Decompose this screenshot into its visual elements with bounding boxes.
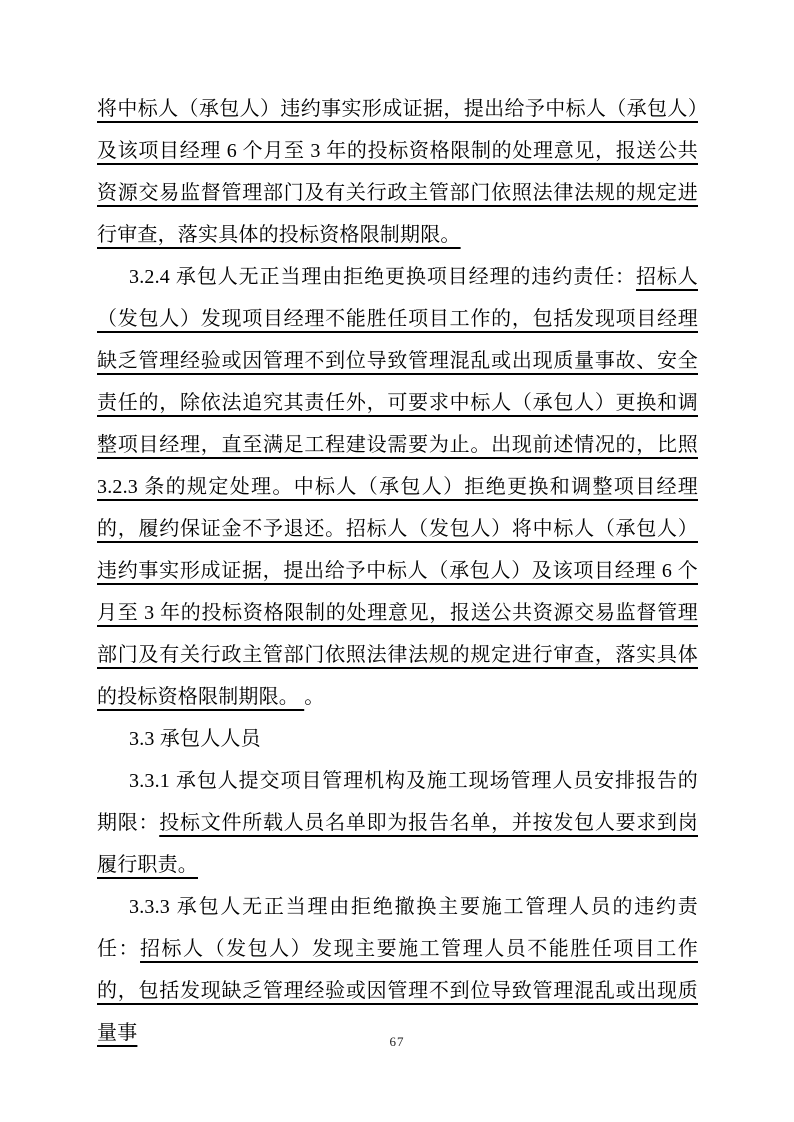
underlined-text-run: 投标文件所载人员名单即为报告名单，并按发包人要求到岗履行职责。 [97,812,698,876]
heading-3-3 [97,718,698,760]
text-run: 3.3.3 承包人无正当理由拒绝撤换主要施工管理人员的违约责任： [97,896,698,960]
text-run: 3.2.4 承包人无正当理由拒绝更换项目经理的违约责任： [129,266,636,288]
text-run: 。 [304,686,325,708]
para-3-3-1 [97,760,698,886]
para-3-2-4 [97,256,698,718]
underlined-text-run: 招标人（发包人）发现项目经理不能胜任项目工作的，包括发现项目经理缺乏管理经验或因管理不到位导致管理混乱或出现质量事故、安全责任的，除依法追究其责任外，可要求中标人（承包人）更换和调整项目经理，直至满足工程建设需要为止。出现前述情况的，比照 3.2.3 条的规定处理。中标人（承包人）拒绝更换和调整项目经理的，履约保证金不予退还。招标人（发包人）将中标人（承包人）违约事实形成证据，提出给予中标人（承包人）及该项目经理 6 个月至 3 年的投标资格限制的处理意见，报送公共资源交易监督管理部门及有关行政主管部门依照法律法规的规定进行审查，落实具体的投标资格限制期限。 [97,266,698,708]
para-3-3-3 [97,886,698,1054]
para-continuation-3-2-3 [97,88,698,256]
underlined-text-run: 将中标人（承包人）违约事实形成证据，提出给予中标人（承包人）及该项目经理 6 个月至 3 年的投标资格限制的处理意见，报送公共资源交易监督管理部门及有关行政主管部门依照法律法规的规定进行审查，落实具体的投标资格限制期限。 [97,98,698,246]
document-body [97,88,698,1054]
text-run: 3.3.1 承包人提交项目管理机构及施工现场管理人员安排报告的期限： [97,770,698,834]
text-run: 3.3 承包人人员 [129,728,261,750]
underlined-text-run: 招标人（发包人）发现主要施工管理人员不能胜任项目工作的，包括发现缺乏管理经验或因管理不到位导致管理混乱或出现质量事 [97,938,698,1044]
page-number: 67 [389,1034,405,1049]
